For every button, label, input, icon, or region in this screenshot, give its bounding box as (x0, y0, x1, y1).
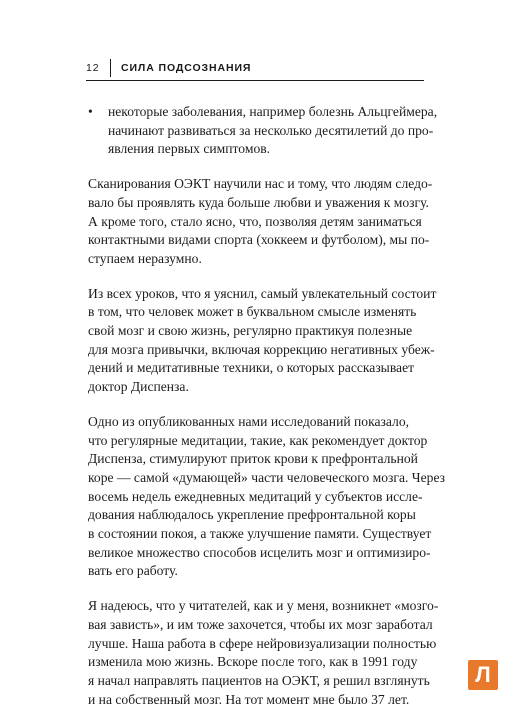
book-title: СИЛА ПОДСОЗНАНИЯ (121, 62, 252, 74)
text-line: ступаем неразумно. (88, 250, 202, 266)
header-rule (86, 80, 424, 81)
text-line: некоторые заболевания, например болезнь Альцгеймера, (108, 104, 438, 119)
text-line: Одно из опубликованных нами исследований показало, (88, 413, 410, 429)
text-line: вало бы проявлять куда больше любви и уважения к мозгу. (88, 194, 429, 210)
text-line: явления первых симптомов. (108, 141, 271, 157)
text-line: великое множество способов исцелить мозг и оптимизиро- (88, 544, 431, 560)
text-line: в том, что человек может в буквальном смысле изменять (88, 304, 417, 320)
header-separator (110, 59, 111, 77)
text-line: коре — самой «думающей» части человеческого мозга. Через (88, 469, 446, 485)
paragraph-brain-envy (88, 597, 439, 709)
bullet-icon: • (88, 104, 93, 119)
text-line: дования наблюдалось укрепление префронтальной коры (88, 507, 416, 523)
text-line: что регулярные медитации, такие, как рекомендует доктор (88, 432, 428, 448)
text-line: свой мозг и свою жизнь, регулярно практикуя полезные (88, 323, 413, 339)
text-line: дений и медитативные техники, о которых рассказывает (88, 360, 415, 376)
text-line: в состоянии покоя, а также улучшение памяти. Существует (88, 526, 432, 542)
text-line: для мозга привычки, включая коррекцию негативных убеж- (88, 341, 435, 357)
page-number: 12 (86, 62, 100, 74)
body-text (88, 103, 446, 709)
paragraph-lessons (88, 285, 437, 397)
text-line: лучше. Наша работа в сфере нейровизуализации полностью (88, 635, 437, 651)
text-line: контактными видами спорта (хоккеем и футболом), мы по- (88, 232, 430, 248)
text-line: Диспенза, стимулируют приток крови к префронтальной (88, 451, 418, 467)
text-line: я начал направлять пациентов на ОЭКТ, я решил взглянуть (88, 672, 430, 688)
text-line: Из всех уроков, что я уяснил, самый увлекательный состоит (88, 285, 437, 301)
bullet-list-item (88, 103, 438, 159)
text-line: А кроме того, стало ясно, что, позволяя детям заниматься (88, 213, 422, 229)
text-line: доктор Диспенза. (88, 379, 189, 395)
paragraph-meditation-study (88, 413, 446, 581)
text-line: вая зависть», и им тоже захочется, чтобы их мозг заработал (88, 616, 433, 632)
text-line: начинают развиваться за несколько десятилетий до про- (108, 122, 434, 138)
running-header (86, 59, 424, 77)
text-line: вать его работу. (88, 563, 178, 579)
paragraph-spect-scans (88, 175, 433, 269)
text-line: изменила мою жизнь. Вскоре после того, как в 1991 году (88, 654, 418, 670)
text-line: восемь недель ежедневных медитаций у субъектов иссле- (88, 488, 423, 504)
text-line: Сканирования ОЭКТ научили нас и тому, что людям следо- (88, 176, 433, 192)
text-line: Я надеюсь, что у читателей, как и у меня, возникнет «мозго- (88, 598, 439, 614)
publisher-logo-icon: Л (468, 660, 498, 690)
text-line: и на собственный мозг. На тот момент мне было 37 лет. (88, 691, 410, 707)
